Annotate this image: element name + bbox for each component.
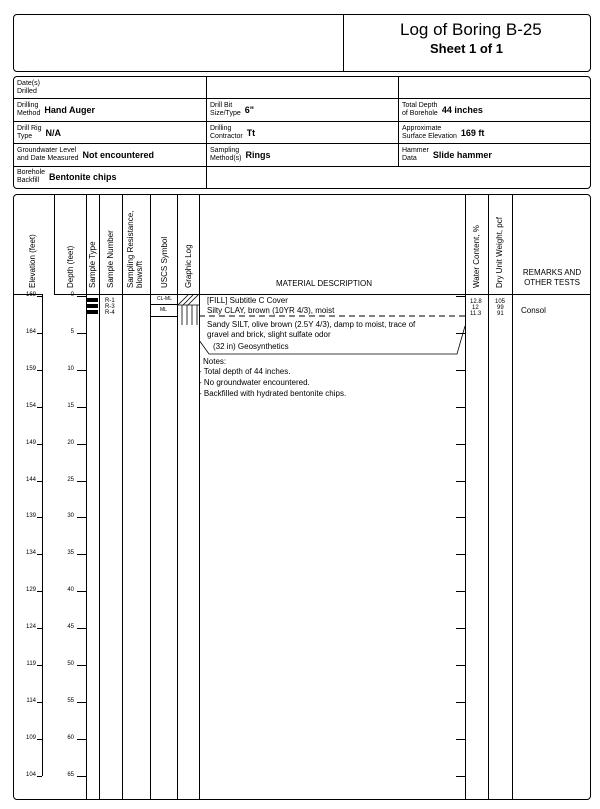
depth-tick-label: 30 xyxy=(67,513,74,520)
elevation-tick-label: 159 xyxy=(25,365,36,372)
dry-unit-weight-value: 99 xyxy=(497,305,504,311)
dry-unit-weight-header: Dry Unit Weight, pcf xyxy=(495,217,504,288)
col-line-uscs xyxy=(150,194,151,800)
elevation-tick xyxy=(37,591,42,592)
depth-tick xyxy=(77,665,86,666)
elevation-tick-label: 139 xyxy=(25,513,36,520)
notes-line: - Backfilled with hydrated bentonite chips. xyxy=(199,389,347,398)
material-line: [FILL] Subtitle C Cover xyxy=(207,296,288,305)
col-line-material xyxy=(199,194,200,800)
elevation-tick-label: 119 xyxy=(26,661,36,667)
elevation-tick-label: 149 xyxy=(25,439,36,446)
material-depth-tick xyxy=(456,591,465,592)
col-line-water xyxy=(465,194,466,800)
dry-unit-weight-value: 91 xyxy=(497,311,504,317)
sampling-method-field: Sampling Method(s) Rings xyxy=(210,147,271,162)
material-line: Silty CLAY, brown (10YR 4/3), moist xyxy=(207,306,335,315)
depth-tick xyxy=(77,517,86,518)
water-content-header: Water Content, % xyxy=(472,225,481,288)
elevation-axis xyxy=(42,294,43,776)
material-depth-tick xyxy=(456,481,465,482)
material-depth-tick xyxy=(456,702,465,703)
depth-tick xyxy=(77,628,86,629)
depth-tick-label: 60 xyxy=(67,734,74,741)
depth-tick xyxy=(77,739,86,740)
surface-elevation-field: Approximate Surface Elevation 169 ft xyxy=(402,125,485,140)
elevation-header: Elevation (feet) xyxy=(28,234,37,288)
elevation-tick-label: 144 xyxy=(25,476,36,483)
depth-tick-label: 40 xyxy=(67,587,74,594)
elevation-tick xyxy=(37,370,42,371)
col-line-samplenum xyxy=(99,194,100,800)
depth-tick xyxy=(77,333,86,334)
col-line-elev-depth xyxy=(54,194,55,294)
drill-rig-field: Drill Rig Type N/A xyxy=(17,125,61,140)
depth-tick xyxy=(77,444,86,445)
depth-tick xyxy=(77,591,86,592)
drill-bit-field: Drill Bit Size/Type 6" xyxy=(210,102,255,117)
material-depth-tick xyxy=(456,554,465,555)
material-line: Sandy SILT, olive brown (2.5Y 4/3), damp to moist, trace of xyxy=(207,320,416,329)
info-row-line-4 xyxy=(13,166,591,167)
title-divider xyxy=(343,14,344,72)
remarks-header: REMARKS AND OTHER TESTS xyxy=(522,268,582,287)
col-line-graphic xyxy=(177,194,178,800)
sheet-number: Sheet 1 of 1 xyxy=(430,41,503,56)
sampling-resistance-header: Sampling Resistance, blows/ft xyxy=(126,210,144,288)
depth-tick-label: 0 xyxy=(70,292,74,298)
elevation-tick xyxy=(37,444,42,445)
material-depth-tick xyxy=(456,517,465,518)
elevation-tick-label: 124 xyxy=(25,624,36,631)
uscs-divider xyxy=(150,316,177,317)
material-depth-tick xyxy=(456,444,465,445)
depth-tick xyxy=(77,407,86,408)
depth-tick-label: 25 xyxy=(67,476,74,483)
material-line: (32 in) Geosynthetics xyxy=(213,342,289,351)
sample-marker-r3 xyxy=(87,304,98,308)
notes-line: Notes: xyxy=(203,357,227,366)
uscs-symbol: CL-ML xyxy=(157,296,173,302)
elevation-tick-label: 104 xyxy=(25,771,36,778)
notes-line: - No groundwater encountered. xyxy=(199,378,310,387)
elevation-tick xyxy=(37,296,42,297)
material-depth-tick xyxy=(456,776,465,777)
drilling-method-field: Drilling Method Hand Auger xyxy=(17,102,96,117)
info-row-line-1 xyxy=(13,98,591,99)
elevation-tick-label: 154 xyxy=(25,402,36,409)
elevation-tick xyxy=(37,481,42,482)
depth-tick-label: 45 xyxy=(67,624,74,631)
elevation-tick-label: 169 xyxy=(25,292,36,298)
depth-tick-label: 50 xyxy=(67,661,74,667)
elevation-tick xyxy=(37,554,42,555)
water-content-value: 11.3 xyxy=(470,311,482,317)
dry-unit-weight-value: 105 xyxy=(495,299,506,305)
elevation-tick xyxy=(37,407,42,408)
contractor-field: Drilling Contractor Tt xyxy=(210,125,256,140)
depth-tick xyxy=(77,702,86,703)
sample-type-header: Sample Type xyxy=(88,241,97,288)
date-drilled-field: Date(s) Drilled xyxy=(17,80,40,95)
depth-tick-label: 35 xyxy=(67,550,74,557)
elevation-tick xyxy=(37,333,42,334)
elevation-tick xyxy=(37,739,42,740)
depth-tick xyxy=(77,370,86,371)
material-depth-tick xyxy=(456,628,465,629)
elevation-tick-label: 129 xyxy=(25,587,36,594)
depth-tick-label: 20 xyxy=(67,439,74,446)
col-line-resistance xyxy=(122,194,123,800)
sample-number: R-4 xyxy=(105,310,115,316)
depth-axis xyxy=(86,294,87,776)
material-depth-tick xyxy=(456,407,465,408)
material-description-header: MATERIAL DESCRIPTION xyxy=(276,279,373,288)
col-line-remarks xyxy=(512,194,513,800)
material-depth-tick xyxy=(456,296,465,297)
depth-tick xyxy=(77,481,86,482)
elevation-tick xyxy=(37,665,42,666)
elevation-tick-label: 109 xyxy=(25,734,36,741)
sample-number: R-3 xyxy=(105,304,115,310)
total-depth-field: Total Depth of Borehole 44 inches xyxy=(402,102,483,117)
depth-tick xyxy=(77,296,86,297)
depth-tick-label: 15 xyxy=(67,402,74,409)
sample-number: R-1 xyxy=(105,298,115,304)
depth-tick-label: 5 xyxy=(70,328,74,335)
groundwater-field: Groundwater Level and Date Measured Not encountered xyxy=(17,147,154,162)
depth-tick-label: 55 xyxy=(67,697,74,704)
material-depth-tick xyxy=(456,370,465,371)
depth-tick xyxy=(77,554,86,555)
graphic-log-header: Graphic Log xyxy=(184,244,193,288)
sample-marker-r1 xyxy=(87,298,98,302)
elevation-tick xyxy=(37,776,42,777)
material-line: gravel and brick, slight sulfate odor xyxy=(207,330,331,339)
hammer-data-field: Hammer Data Slide hammer xyxy=(402,147,492,162)
uscs-divider xyxy=(150,304,177,305)
depth-tick-label: 10 xyxy=(67,365,74,372)
info-row-line-3 xyxy=(13,143,591,144)
elevation-tick-label: 134 xyxy=(25,550,36,557)
depth-tick-label: 65 xyxy=(67,771,74,778)
elevation-tick xyxy=(37,702,42,703)
notes-line: - Total depth of 44 inches. xyxy=(199,367,291,376)
graphic-log-pattern xyxy=(178,295,199,325)
water-content-value: 12 xyxy=(472,305,479,311)
remarks-value: Consol xyxy=(521,306,546,315)
info-row-line-2 xyxy=(13,121,591,122)
info-divider-1 xyxy=(206,76,207,189)
elevation-tick xyxy=(37,517,42,518)
water-content-value: 12.8 xyxy=(470,299,482,305)
borehole-backfill-field: Borehole Backfill Bentonite chips xyxy=(17,169,117,184)
uscs-header: USCS Symbol xyxy=(160,236,169,288)
elevation-tick xyxy=(37,628,42,629)
column-header-line xyxy=(54,294,591,295)
material-depth-tick xyxy=(456,665,465,666)
elevation-tick-label: 114 xyxy=(26,697,36,704)
geosynthetics-boundary xyxy=(199,318,465,358)
sample-number-header: Sample Number xyxy=(106,230,115,288)
sample-marker-r4 xyxy=(87,310,98,314)
depth-tick xyxy=(77,776,86,777)
elevation-tick-label: 164 xyxy=(25,328,36,335)
col-line-dry xyxy=(488,194,489,800)
page-title: Log of Boring B-25 xyxy=(400,20,542,39)
material-depth-tick xyxy=(456,739,465,740)
uscs-symbol: ML xyxy=(160,307,167,313)
depth-header: Depth (feet) xyxy=(66,245,75,288)
